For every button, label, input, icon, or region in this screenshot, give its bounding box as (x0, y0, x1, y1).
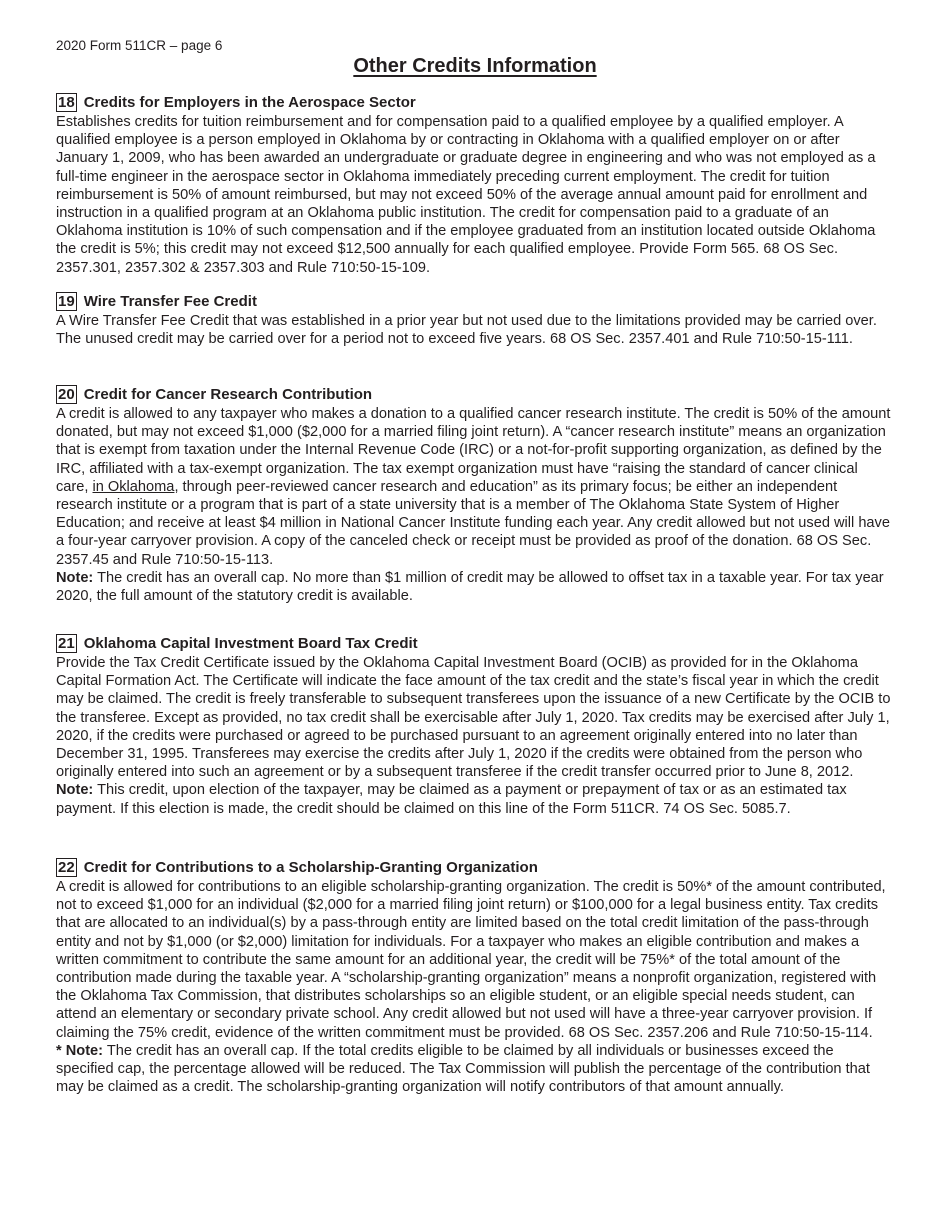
section-19 (56, 289, 894, 348)
section-title: Credit for Contributions to a Scholarship-Granting Organization (83, 859, 538, 876)
section-title: Oklahoma Capital Investment Board Tax Credit (83, 635, 418, 652)
section-body: Provide the Tax Credit Certificate issued by the Oklahoma Capital Investment Board (OCIB) as provided for in the Oklahoma Capital Formation Act. The Certificate will indicate the face amount of the tax credit and the state’s fiscal year in which the credit may be claimed. The credit is freely transferable to subsequent transferees upon the issuance of a new Certificate by the OCIB to the transferee. Except as provided, no tax credit shall be exercisable after July 1, 2020. Tax credits may be exercised after July 1, 2020, if the credits were purchased or agreed to be purchased pursuant to an agreement originally entered into no later than December 31, 1995. Transferees may exercise the credits after July 1, 2020 if the credits were obtained from the person who originally entered into such an agreement or by a subsequent transferee if the credit transfer occurred prior to June 8, 2012. Note: This credit, upon election of the taxpayer, may be claimed as a payment or prepayment of tax or as an estimated tax payment. If this election is made, the credit should be claimed on this line of the Form 511CR. 74 OS Sec. 5085.7. (56, 655, 891, 817)
line-number-box: 20 (58, 386, 75, 403)
section-heading (56, 631, 894, 653)
page-title: Other Credits Information (353, 55, 597, 77)
section-18 (56, 90, 894, 277)
section-21 (56, 631, 894, 818)
section-20 (56, 382, 894, 605)
section-heading (56, 90, 894, 112)
line-number-box: 22 (58, 859, 75, 876)
inline-note-label: Note: (56, 782, 94, 799)
section-body: A Wire Transfer Fee Credit that was established in a prior year but not used due to the limitations provided may be carried over. The unused credit may be carried over for a period not to exceed five years. 68 OS Sec. 2357.401 and Rule 710:50-15-111. (56, 313, 877, 348)
section-title: Credit for Cancer Research Contribution (83, 386, 373, 403)
section-heading (56, 382, 894, 404)
section-title: Credits for Employers in the Aerospace Sector (83, 94, 416, 111)
section-heading (56, 855, 894, 877)
line-number-box: 18 (58, 94, 75, 111)
section-body: A credit is allowed to any taxpayer who makes a donation to a qualified cancer research institute. The credit is 50% of the amount donated, but may not exceed $1,000 ($2,000 for a married filing joint return). A “cancer research institute” means an organization that is exempt from taxation under the Internal Revenue Code (IRC) or a not-for-profit supporting organization, as defined by the IRC, affiliated with a tax-exempt organization. The tax exempt organization must have “raising the standard of cancer clinical care, in Oklahoma, through peer-reviewed cancer research and education” as its primary focus; be either an independent research institute or a program that is part of a state university that is a member of The Oklahoma State System of Higher Education; and receive at least $4 million in National Cancer Institute funding each year. Any credit allowed but not used will have a four-year carryover provision. A copy of the canceled check or receipt must be provided as proof of the donation. 68 OS Sec. 2357.45 and Rule 710:50-15-113. Note: The credit has an overall cap. No more than $1 million of credit may be allowed to offset tax in a taxable year. For tax year 2020, the full amount of the statutory credit is available. (56, 405, 894, 605)
line-number-box: 21 (58, 635, 75, 652)
section-body: A credit is allowed for contributions to an eligible scholarship-granting organization. The credit is 50%* of the amount contributed, not to exceed $1,000 for an individual ($2,000 for a married filing joint return) or $100,000 for a legal business entity. Tax credits that are allocated to an individual(s) by a pass-through entity are limited based on the total credit limitation of the pass-through entity and not by $1,000 (or $2,000) limitation for individuals. For a taxpayer who makes an eligible contribution and makes a written commitment to contribute the same amount for an additional year, the credit will be 75%* of the total amount of the contribution made during the taxable year. A “scholarship-granting organization” means a nonprofit organization, registered with the Oklahoma Tax Commission, that distributes scholarships so an eligible student, or an eligible special needs student, can attend an elementary or secondary private school. Any credit allowed but not used will have a three-year carryover provision. If claiming the 75% credit, evidence of the written commitment must be provided. 68 OS Sec. 2357.206 and Rule 710:50-15-114. * Note: The credit has an overall cap. If the total credits eligible to be claimed by all individuals or businesses exceed the specified cap, the percentage allowed will be reduced. The Tax Commission will publish the percentage of the contribution that may be claimed as a credit. The scholarship-granting organization will notify contributors of that amount annually. (56, 878, 894, 1096)
section-body: Establishes credits for tuition reimbursement and for compensation paid to a qualified employee by a qualified employer. A qualified employee is a person employed in Oklahoma by or contracting in Oklahoma with a qualified employer on or after January 1, 2009, who has been awarded an undergraduate or graduate degree in engineering and who was not employed as a full-time engineer in the aerospace sector in Oklahoma immediately preceding current employment. The credit for tuition reimbursement is 50% of amount reimbursed, but may not exceed 50% of the average annual amount paid for enrollment and instruction in a qualified program at an Oklahoma public institution. The credit for compensation paid to a graduate of an Oklahoma institution is 10% of such compensation and if the employee graduated from an institution located outside Oklahoma the credit is 5%; this credit may not exceed $12,500 annually for each qualified employee. Provide Form 565. 68 OS Sec. 2357.301, 2357.302 & 2357.303 and Rule 710:50-15-109. (56, 114, 876, 276)
section-heading (56, 289, 894, 311)
page-label: 2020 Form 511CR – page 6 (56, 38, 223, 53)
underlined-phrase: in Oklahoma (92, 478, 175, 495)
line-number-box: 19 (58, 293, 75, 310)
section-title: Wire Transfer Fee Credit (83, 293, 257, 310)
section-note: Note: The credit has an overall cap. No more than $1 million of credit may be allowed to offset tax in a taxable year. For tax year 2020, the full amount of the statutory credit is available. (56, 569, 884, 605)
section-22 (56, 855, 894, 1096)
section-note: * Note: The credit has an overall cap. If the total credits eligible to be claimed by all individuals or businesses exceed the specified cap, the percentage allowed will be reduced. The Tax Commission will publish the percentage of the contribution that may be claimed as a credit. The scholarship-granting organization will notify contributors of that amount annually. (56, 1042, 870, 1096)
